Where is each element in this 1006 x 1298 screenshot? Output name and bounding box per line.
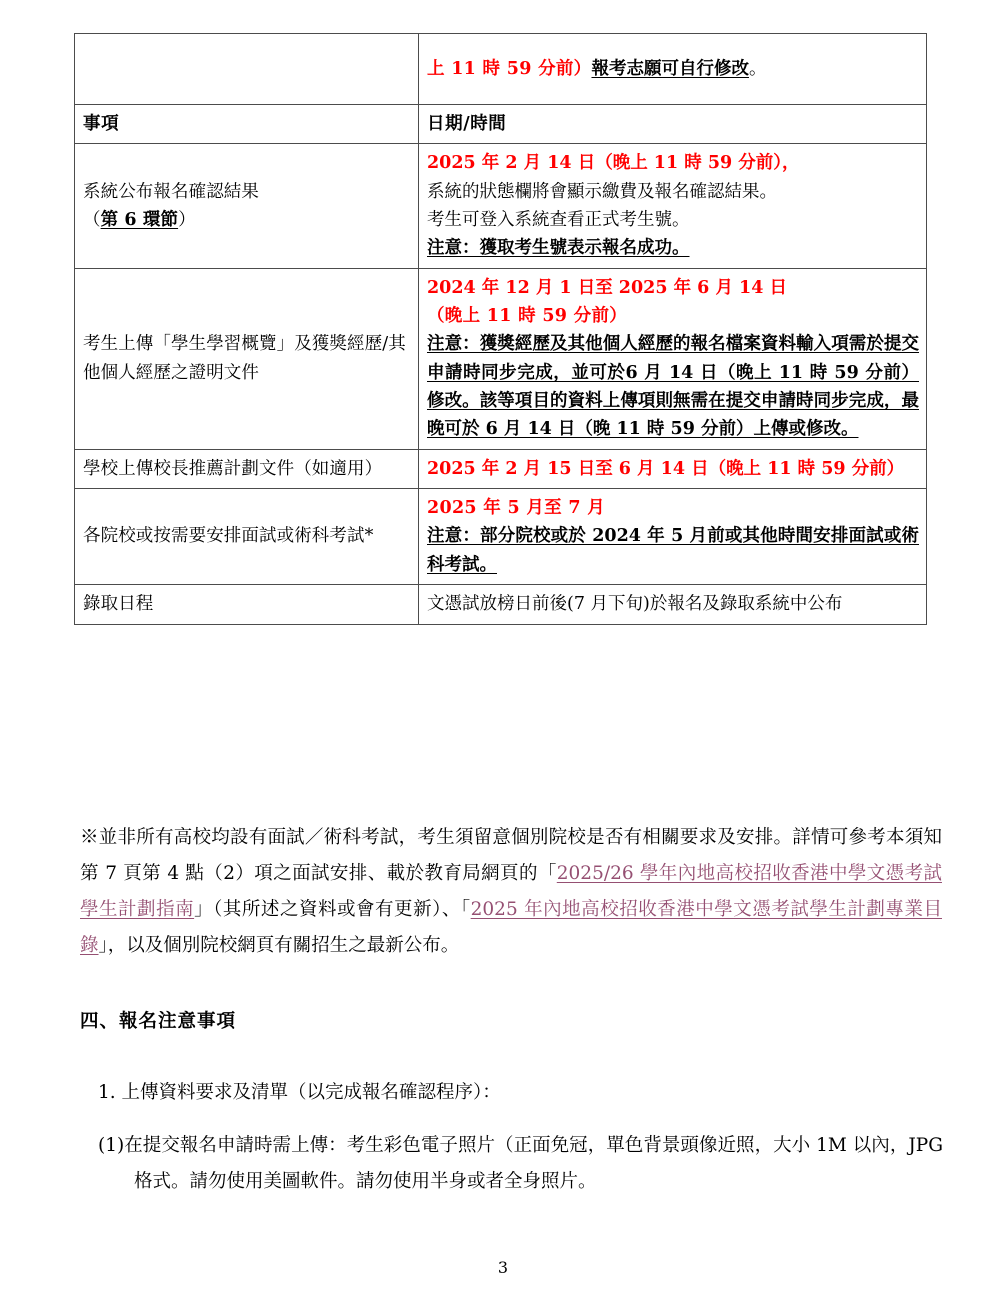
row1-date-black-1: 系統的狀態欄將會顯示繳費及報名確認結果。 <box>427 181 777 202</box>
table-row <box>75 449 927 488</box>
row4-item-cell: 各院校或按需要安排面試或術科考試* <box>75 489 419 585</box>
row1-item-cell <box>75 144 419 268</box>
row1-item-line2 <box>83 206 411 234</box>
row4-date-cell <box>419 489 927 585</box>
continued-date-underline: 報考志願可自行修改 <box>591 58 749 79</box>
footnote-part-2: 」（其所述之資料或會有更新）、「 <box>194 899 471 921</box>
footnote-part-3: 」，以及個別院校網頁有關招生之最新公布。 <box>98 935 460 957</box>
continued-item-cell <box>75 34 419 105</box>
row1-date-note: 注意：獲取考生號表示報名成功。 <box>427 238 690 259</box>
row5-date-cell: 文憑試放榜日前後(7 月下旬)於報名及錄取系統中公布 <box>419 585 927 624</box>
table-row <box>75 585 927 624</box>
table-header-row <box>75 105 927 144</box>
row5-item-cell: 錄取日程 <box>75 585 419 624</box>
footnote-part-1: ※並非所有高校均設有面試／術科考試，考生須留意個別院校是否有相關要求及安排。詳情可參考本須知第 7 頁第 4 點（2）項之面試安排、載於教育局網頁的「 <box>80 827 942 885</box>
row2-date-red-2: （晚上 11 時 59 分前） <box>427 306 628 327</box>
row1-item-line1: 系統公布報名確認結果 <box>83 181 259 202</box>
continued-date-cell <box>419 34 927 105</box>
row2-item-cell: 考生上傳「學生學習概覽」及獲獎經歷/其他個人經歷之證明文件 <box>75 268 419 449</box>
row1-date-red: 2025 年 2 月 14 日（晚上 11 時 59 分前）， <box>427 153 800 174</box>
row1-date-black-2: 考生可登入系統查看正式考生號。 <box>427 210 690 231</box>
row1-paren-close: ） <box>178 210 196 231</box>
footnote-link-catalogue[interactable]: 2025 年內地高校招收香港中學文憑考試學生計劃專業目錄 <box>80 899 942 957</box>
row1-item-underline: 第 6 環節 <box>100 210 179 231</box>
row4-date-red: 2025 年 5 月至 7 月 <box>427 498 606 519</box>
list-item-text: (1)在提交報名申請時需上傳：考生彩色電子照片（正面免冠，單色背景頭像近照，大小 1M 以內，JPG 格式。請勿使用美圖軟件。請勿使用半身或者全身照片。 <box>98 1135 943 1193</box>
row3-item-cell: 學校上傳校長推薦計劃文件（如適用） <box>75 449 419 488</box>
list-item: 1. 上傳資料要求及清單（以完成報名確認程序）： <box>98 1082 501 1103</box>
row2-date-note: 注意：獲獎經歷及其他個人經歷的報名檔案資料輸入項需於提交申請時同步完成，並可於6 月 14 日（晚上 11 時 59 分前）修改。該等項目的資料上傳項則無需在提交申請時同步完成，最晚可於 6 月 14 日（晚 11 時 59 分前）上傳或修改。 <box>427 334 919 440</box>
page-number: 3 <box>497 1258 509 1277</box>
table-row-continued <box>75 34 927 105</box>
footnote-paragraph <box>80 820 942 964</box>
list-item <box>98 1128 943 1200</box>
row1-paren-open: （ <box>83 210 101 231</box>
continued-date-red: 上 11 時 59 分前） <box>427 58 592 79</box>
row4-date-note: 注意：部分院校或於 2024 年 5 月前或其他時間安排面試或術科考試。 <box>427 526 919 575</box>
table-row <box>75 268 927 449</box>
table-row <box>75 144 927 268</box>
table-row <box>75 489 927 585</box>
row3-date-red: 2025 年 2 月 15 日至 6 月 14 日（晚上 11 時 59 分前） <box>427 458 905 479</box>
continued-date-tail: 。 <box>748 58 767 79</box>
row1-date-cell <box>419 144 927 268</box>
row2-date-red-1: 2024 年 12 月 1 日至 2025 年 6 月 14 日 <box>427 277 787 298</box>
schedule-table <box>74 33 927 625</box>
row2-date-cell <box>419 268 927 449</box>
footnote-link-guide[interactable]: 2025/26 學年內地高校招收香港中學文憑考試學生計劃指南 <box>80 863 942 921</box>
section-heading: 四、報名注意事項 <box>80 1011 237 1032</box>
header-date: 日期/時間 <box>419 105 927 144</box>
row3-date-cell <box>419 449 927 488</box>
header-item: 事項 <box>75 105 419 144</box>
